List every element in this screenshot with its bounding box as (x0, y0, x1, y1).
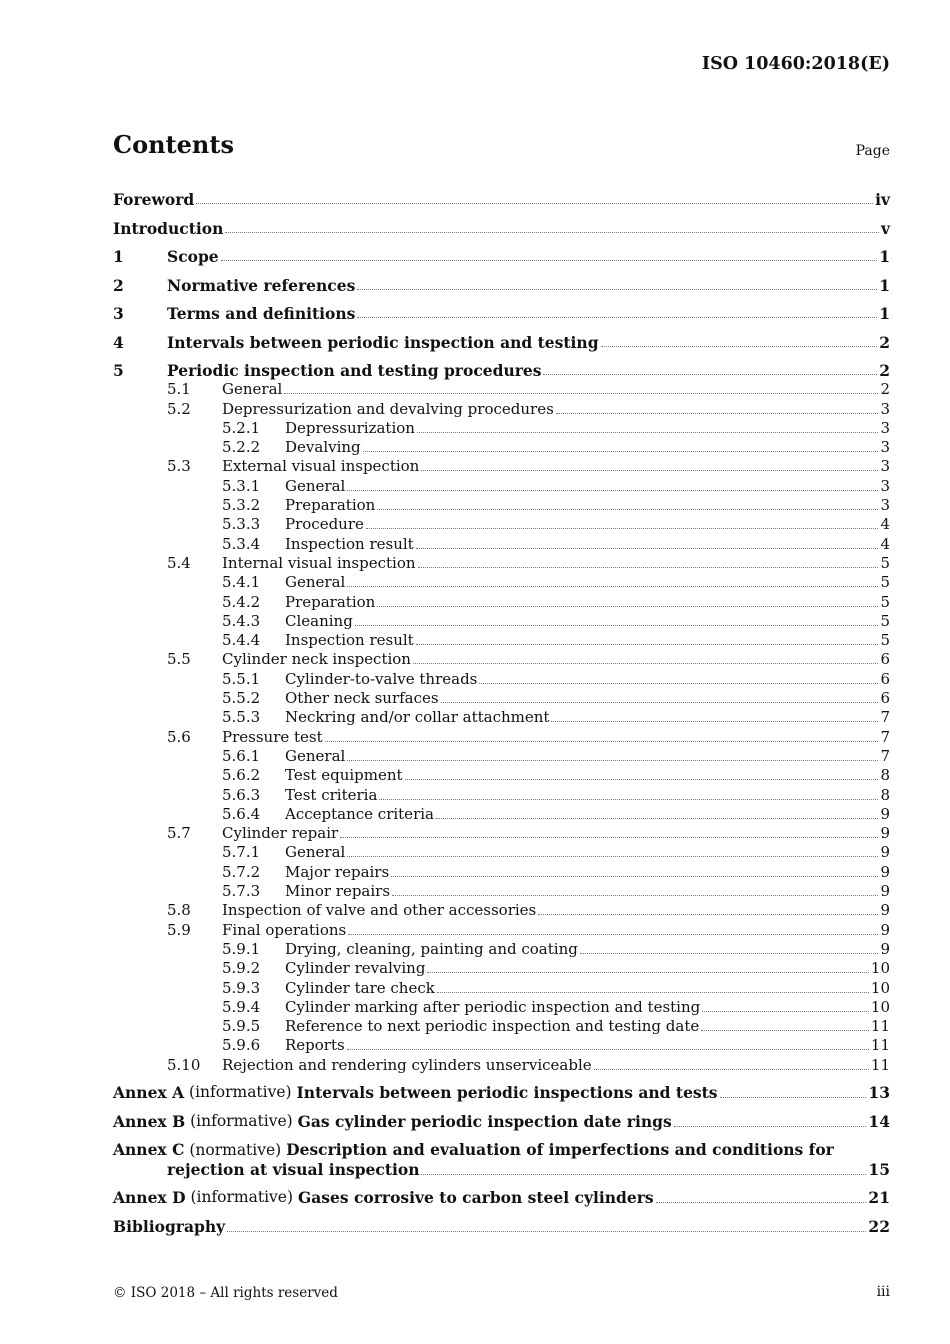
toc-entry-title: Introduction (113, 218, 224, 238)
toc-subentry[interactable] (113, 861, 890, 880)
toc-entry[interactable] (113, 208, 890, 237)
toc-subentry[interactable] (113, 591, 890, 610)
toc-entry-number: 5.2.2 (222, 438, 261, 457)
toc-entry-page: 1 (879, 247, 890, 266)
toc-dot-leader (377, 508, 878, 510)
toc-entry-number: 5.3.3 (222, 515, 261, 534)
toc-entry-title: Cylinder neck inspection (222, 650, 411, 669)
toc-entry-page: 7 (880, 708, 890, 727)
toc-entry-title: Preparation (285, 592, 376, 611)
toc-subentry[interactable] (113, 475, 890, 494)
toc-entry-title: Inspection result (285, 534, 414, 553)
page-number: iii (876, 1284, 890, 1300)
toc-entry-title: Reference to next periodic inspection and testing date (285, 1017, 700, 1036)
toc-subentry[interactable] (113, 553, 890, 572)
toc-entry-number: 5.5 (167, 650, 191, 669)
toc-dot-leader (366, 527, 879, 529)
toc-subentry[interactable] (113, 379, 890, 398)
toc-entry-title: Neckring and/or collar attachment (285, 708, 550, 727)
toc-annex-entry[interactable] (113, 1131, 890, 1179)
toc-dot-leader (347, 759, 878, 761)
toc-entry-title: Rejection and rendering cylinders unserviceable (222, 1055, 592, 1074)
annex-label: Annex B (113, 1111, 186, 1131)
toc-entry-number: 5.4.1 (222, 573, 261, 592)
toc-subentry[interactable] (113, 958, 890, 977)
toc-dot-leader (436, 817, 878, 819)
toc-entry-page: 10 (870, 978, 890, 997)
toc-entry-number: 5.4 (167, 553, 191, 572)
toc-entry-number: 5.2.1 (222, 418, 261, 437)
toc-subentry[interactable] (113, 668, 890, 687)
annex-title-continued: rejection at visual inspection (167, 1159, 420, 1179)
toc-dot-leader (357, 288, 877, 290)
toc-entry-title: Minor repairs (285, 882, 391, 901)
toc-entry-number: 5.6.2 (222, 766, 261, 785)
toc-entry-page: 5 (880, 573, 890, 592)
toc-entry-page: 1 (879, 275, 890, 295)
toc-entry-number: 5.4.2 (222, 592, 261, 611)
toc-entry-page: 9 (880, 824, 890, 843)
toc-subentry[interactable] (113, 726, 890, 745)
toc-entry-page: 11 (870, 1055, 890, 1074)
toc-dot-leader (355, 624, 879, 626)
toc-entry-page: 9 (880, 882, 890, 901)
toc-dot-leader (656, 1201, 867, 1203)
toc-entry-number: 4 (113, 332, 124, 352)
toc-entry-title: Final operations (222, 920, 347, 939)
toc-dot-leader (227, 1230, 866, 1232)
toc-subentry[interactable] (113, 649, 890, 668)
toc-entry-title: Test equipment (285, 766, 403, 785)
toc-entry-number: 5.6.3 (222, 785, 261, 804)
page-title: Contents (113, 130, 234, 159)
toc-entry-title: Devalving (285, 438, 361, 457)
annex-title: Description and evaluation of imperfections and conditions for (286, 1139, 834, 1159)
toc-dot-leader (421, 1173, 866, 1175)
toc-entry-page: 22 (868, 1216, 890, 1236)
toc-dot-leader (701, 1029, 869, 1031)
toc-entry-number: 5.7.3 (222, 882, 261, 901)
toc-dot-leader (580, 952, 879, 954)
toc-subentry[interactable] (113, 765, 890, 784)
toc-dot-leader (377, 605, 878, 607)
toc-entry-title: Bibliography (113, 1216, 226, 1236)
toc-subentry[interactable] (113, 784, 890, 803)
toc-entry-title: Pressure test (222, 727, 323, 746)
toc-dot-leader (538, 913, 878, 915)
toc-entry-number: 5.8 (167, 901, 191, 920)
annex-title: Intervals between periodic inspections and tests (296, 1083, 718, 1103)
annex-title: Gas cylinder periodic inspection date rings (297, 1111, 672, 1131)
annex-label: Annex C (113, 1139, 185, 1159)
toc-subentry[interactable] (113, 533, 890, 552)
toc-entry-page: v (880, 218, 890, 238)
toc-entry-title: Cylinder revalving (285, 959, 426, 978)
toc-dot-leader (405, 778, 879, 780)
toc-subentry[interactable] (113, 630, 890, 649)
toc-entry-number: 5.9 (167, 920, 191, 939)
toc-entry-page: 5 (880, 631, 890, 650)
toc-subentry[interactable] (113, 437, 890, 456)
toc-subentry[interactable] (113, 804, 890, 823)
toc-entry-number: 2 (113, 275, 124, 295)
toc-bibliography-entry[interactable] (113, 1207, 890, 1236)
toc-entry-page: 2 (879, 332, 890, 352)
toc-entry-title: General (285, 476, 346, 495)
toc-subentry[interactable] (113, 707, 890, 726)
toc-dot-leader (416, 547, 879, 549)
toc-entry-title: Intervals between periodic inspection and testing (167, 332, 599, 352)
toc-entry-page: 9 (880, 901, 890, 920)
toc-subentry[interactable] (113, 514, 890, 533)
toc-entry-title: Depressurization and devalving procedures (222, 399, 554, 418)
toc-dot-leader (418, 566, 879, 568)
toc-annex-entry[interactable] (113, 1074, 890, 1103)
toc-dot-leader (437, 991, 869, 993)
toc-entry-page: 6 (880, 669, 890, 688)
toc-entry-number: 5.10 (167, 1055, 201, 1074)
toc-entry-page: 10 (870, 997, 890, 1016)
toc-dot-leader (392, 894, 878, 896)
toc-entry-page: 8 (880, 785, 890, 804)
toc-entry[interactable] (113, 351, 890, 380)
toc-entry[interactable] (113, 265, 890, 294)
toc-dot-leader (601, 345, 878, 347)
toc-dot-leader (225, 231, 879, 233)
toc-entry-number: 5.2 (167, 399, 191, 418)
toc-subentry[interactable] (113, 939, 890, 958)
toc-entry-page: 4 (880, 515, 890, 534)
toc-entry-title: Internal visual inspection (222, 553, 416, 572)
toc-dot-leader (421, 469, 878, 471)
toc-entry-page: 5 (880, 553, 890, 572)
toc-dot-leader (594, 1068, 869, 1070)
toc-entry-title: Terms and definitions (167, 304, 356, 323)
toc-subentry[interactable] (113, 611, 890, 630)
toc-dot-leader (674, 1125, 867, 1127)
toc-annex-entry[interactable] (113, 1102, 890, 1131)
toc-entry-number: 5.4.4 (222, 631, 261, 650)
toc-entry-page: 5 (880, 592, 890, 611)
toc-entry-title: Major repairs (285, 862, 390, 881)
toc-dot-leader (391, 875, 878, 877)
toc-entry-title: Cylinder marking after periodic inspection and testing (285, 997, 701, 1016)
copyright-footer: © ISO 2018 – All rights reserved (113, 1285, 338, 1301)
toc-entry-number: 5.9.3 (222, 978, 261, 997)
toc-entry-number: 1 (113, 247, 124, 266)
toc-dot-leader (196, 202, 873, 204)
toc-entry-number: 5.4.3 (222, 611, 261, 630)
toc-entry-page: 6 (880, 650, 890, 669)
toc-entry-number: 5.6.1 (222, 746, 261, 765)
toc-dot-leader (284, 392, 878, 394)
toc-dot-leader (347, 1048, 869, 1050)
toc-entry-number: 5.7.1 (222, 843, 261, 862)
toc-dot-leader (417, 431, 879, 433)
toc-subentry[interactable] (113, 746, 890, 765)
page-column-label: Page (855, 143, 890, 159)
toc-entry-number: 5.6 (167, 727, 191, 746)
toc-dot-leader (702, 1010, 869, 1012)
toc-entry-page: 3 (880, 438, 890, 457)
toc-entry-number: 5.5.2 (222, 689, 261, 708)
toc-subentry[interactable] (113, 900, 890, 919)
toc-entry-title: External visual inspection (222, 457, 420, 476)
toc-entry[interactable] (113, 185, 890, 208)
toc-entry-page: 7 (880, 727, 890, 746)
annex-title: Gases corrosive to carbon steel cylinders (297, 1188, 654, 1208)
toc-entry-page: 7 (880, 746, 890, 765)
toc-entry-page: 3 (880, 457, 890, 476)
toc-dot-leader (551, 720, 878, 722)
annex-label: Annex D (113, 1188, 186, 1208)
toc-entry-page: 3 (880, 399, 890, 418)
toc-entry-page: 2 (880, 380, 890, 399)
toc-entry-number: 3 (113, 304, 124, 323)
toc-entry-title: Procedure (285, 515, 364, 534)
toc-entry-number: 5.9.2 (222, 959, 261, 978)
toc-entry-page: 10 (870, 959, 890, 978)
toc-subentry[interactable] (113, 1035, 890, 1054)
toc-dot-leader (221, 259, 878, 261)
toc-dot-leader (479, 682, 878, 684)
toc-dot-leader (340, 836, 878, 838)
toc-dot-leader (357, 316, 877, 318)
toc-dot-leader (363, 450, 879, 452)
toc-subentry[interactable] (113, 1016, 890, 1035)
toc-subentry[interactable] (113, 398, 890, 417)
toc-entry-page: 9 (880, 804, 890, 823)
toc-entry-page: 9 (880, 920, 890, 939)
toc-entry-number: 5.3 (167, 457, 191, 476)
annex-type: (normative) (189, 1140, 282, 1159)
toc-entry-number: 5 (113, 361, 124, 380)
toc-entry-number: 5.7.2 (222, 862, 261, 881)
toc-dot-leader (720, 1096, 867, 1098)
toc-subentry[interactable] (113, 495, 890, 514)
toc-entry[interactable] (113, 294, 890, 323)
toc-dot-leader (416, 643, 879, 645)
annex-line-1 (113, 1131, 890, 1160)
toc-entry-title: Normative references (167, 275, 356, 295)
toc-entry-title: Inspection of valve and other accessories (222, 901, 537, 920)
toc-entry-title: Test criteria (285, 785, 378, 804)
toc-dot-leader (348, 933, 878, 935)
toc-entry-page: 6 (880, 689, 890, 708)
toc-subentry[interactable] (113, 881, 890, 900)
toc-entry-page: 2 (879, 361, 890, 380)
toc-subentry[interactable] (113, 997, 890, 1016)
toc-entry-title: Other neck surfaces (285, 689, 439, 708)
toc-entry-title: General (285, 573, 346, 592)
annex-type: (informative) (190, 1111, 293, 1130)
toc-dot-leader (379, 798, 878, 800)
toc-entry-page: 13 (868, 1083, 890, 1103)
toc-subentry[interactable] (113, 418, 890, 437)
toc-entry-page: 9 (880, 862, 890, 881)
toc-entry-page: iv (875, 190, 890, 209)
toc-entry-title: Foreword (113, 190, 195, 209)
table-of-contents (113, 185, 890, 1236)
toc-entry-title: Cylinder repair (222, 824, 339, 843)
annex-label: Annex A (113, 1083, 185, 1103)
toc-dot-leader (543, 373, 877, 375)
toc-subentry[interactable] (113, 842, 890, 861)
toc-entry-title: General (285, 843, 346, 862)
toc-entry-number: 5.3.2 (222, 496, 261, 515)
toc-entry-title: Cylinder-to-valve threads (285, 669, 478, 688)
toc-entry-title: Preparation (285, 496, 376, 515)
toc-entry-title: General (285, 746, 346, 765)
toc-entry-page: 4 (880, 534, 890, 553)
toc-entry-title: Depressurization (285, 418, 415, 437)
toc-entry-page: 3 (880, 418, 890, 437)
toc-entry-page: 8 (880, 766, 890, 785)
toc-subentry[interactable] (113, 919, 890, 938)
toc-entry-title: Scope (167, 247, 219, 266)
toc-entry-number: 5.3.1 (222, 476, 261, 495)
toc-subentry[interactable] (113, 572, 890, 591)
toc-entry-number: 5.5.1 (222, 669, 261, 688)
toc-subentry[interactable] (113, 456, 890, 475)
toc-entry-number: 5.9.4 (222, 997, 261, 1016)
toc-entry-page: 1 (879, 304, 890, 323)
toc-entry-page: 9 (880, 939, 890, 958)
toc-entry-page: 11 (870, 1036, 890, 1055)
toc-entry-title: Periodic inspection and testing procedures (167, 361, 542, 380)
toc-entry-title: Drying, cleaning, painting and coating (285, 939, 578, 958)
toc-entry-number: 5.9.5 (222, 1017, 261, 1036)
toc-entry-title: General (222, 380, 283, 399)
annex-type: (informative) (190, 1188, 294, 1207)
toc-entry-page: 9 (880, 843, 890, 862)
toc-entry-page: 3 (880, 496, 890, 515)
toc-entry-page: 11 (870, 1017, 890, 1036)
toc-subentry[interactable] (113, 688, 890, 707)
toc-entry-number: 5.6.4 (222, 804, 261, 823)
toc-entry[interactable] (113, 237, 890, 266)
toc-entry-title: Cylinder tare check (285, 978, 435, 997)
toc-entry-number: 5.5.3 (222, 708, 261, 727)
toc-entry-title: Inspection result (285, 631, 414, 650)
toc-dot-leader (325, 740, 879, 742)
toc-entry-page: 5 (880, 611, 890, 630)
toc-entry-title: Reports (285, 1036, 345, 1055)
toc-entry-number: 5.9.6 (222, 1036, 261, 1055)
toc-dot-leader (556, 412, 879, 414)
toc-entry-page: 21 (868, 1188, 890, 1208)
toc-entry[interactable] (113, 322, 890, 351)
toc-dot-leader (427, 971, 868, 973)
toc-entry-title: Cleaning (285, 611, 353, 630)
toc-dot-leader (347, 489, 878, 491)
toc-entry-number: 5.7 (167, 824, 191, 843)
document-id: ISO 10460:2018(E) (701, 54, 890, 74)
toc-subentry[interactable] (113, 823, 890, 842)
toc-subentry[interactable] (113, 1054, 890, 1073)
toc-dot-leader (441, 701, 879, 703)
toc-dot-leader (347, 855, 878, 857)
toc-entry-page: 3 (880, 476, 890, 495)
toc-annex-entry[interactable] (113, 1179, 890, 1208)
toc-entry-number: 5.9.1 (222, 939, 261, 958)
toc-entry-page: 15 (868, 1159, 890, 1179)
toc-entry-title: Acceptance criteria (285, 804, 434, 823)
toc-dot-leader (347, 585, 878, 587)
toc-dot-leader (413, 662, 878, 664)
annex-type: (informative) (189, 1083, 292, 1102)
toc-entry-number: 5.3.4 (222, 534, 261, 553)
annex-line-2 (113, 1160, 890, 1179)
toc-entry-number: 5.1 (167, 380, 191, 399)
toc-subentry[interactable] (113, 977, 890, 996)
toc-entry-page: 14 (868, 1111, 890, 1131)
